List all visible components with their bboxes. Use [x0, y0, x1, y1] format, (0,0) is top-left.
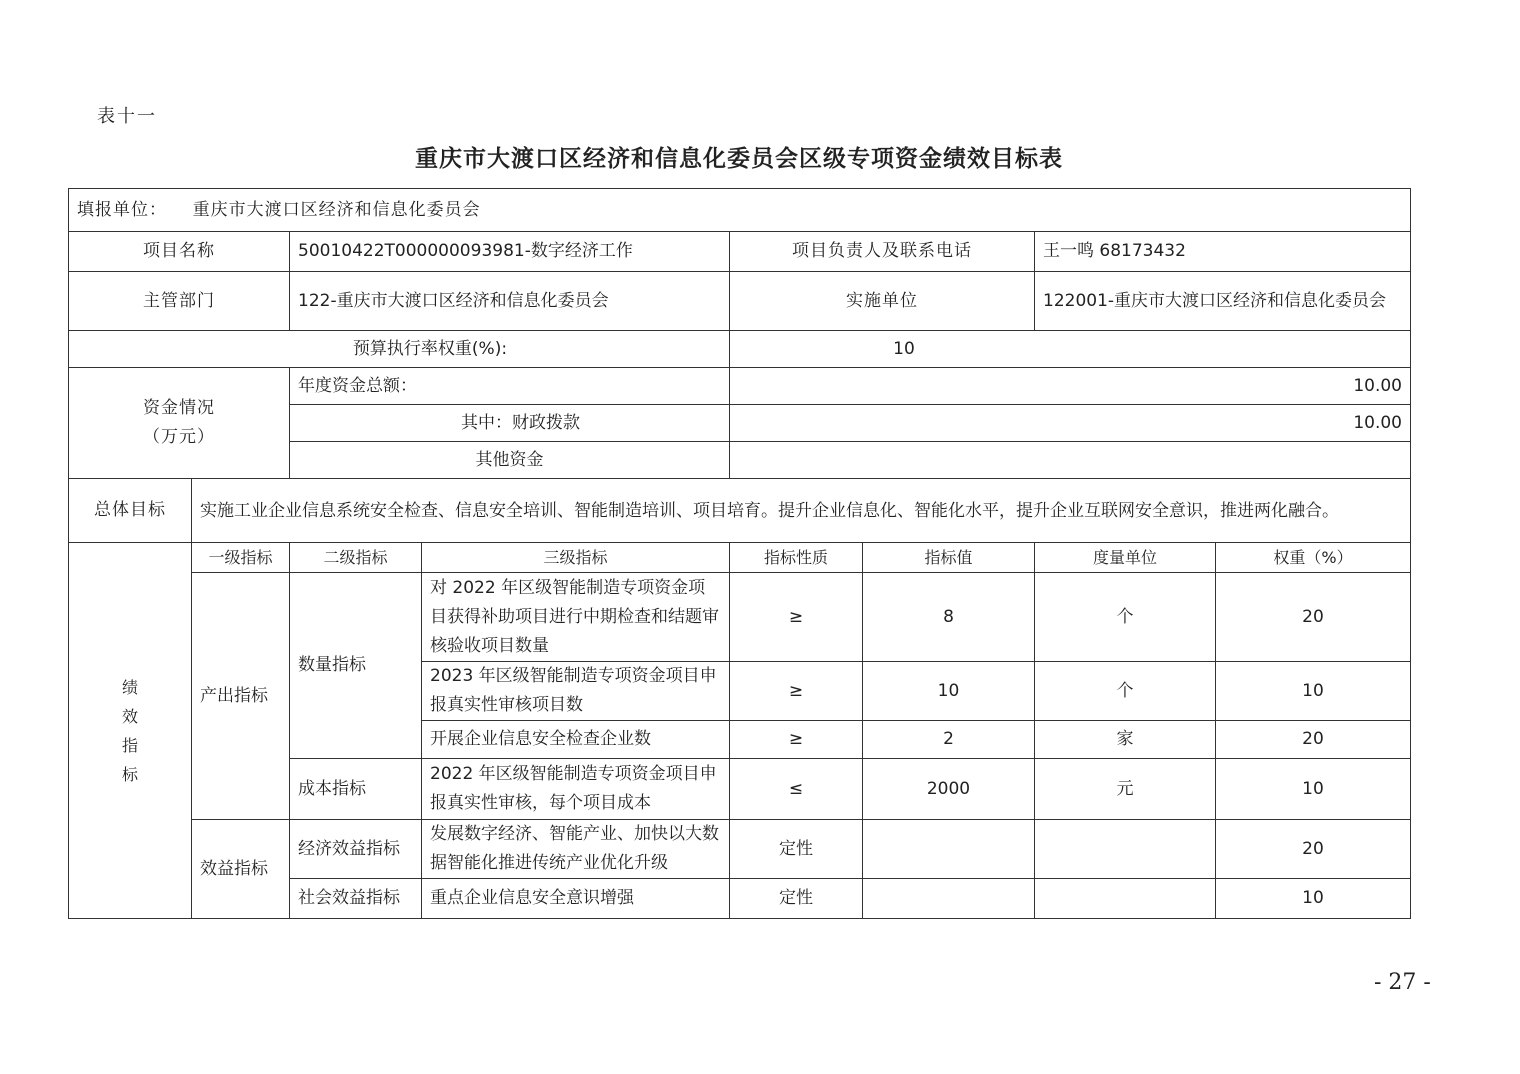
funds-total-value: 10.00: [730, 368, 1411, 405]
nature-cell: 定性: [730, 879, 863, 919]
project-leader-value: 王一鸣 68173432: [1035, 232, 1411, 272]
filing-label: 填报单位：: [77, 199, 167, 220]
unit-cell: 家: [1035, 721, 1216, 759]
unit-cell: [1035, 879, 1216, 919]
dept-label: 主管部门: [69, 272, 290, 331]
col-header-nature: 指标性质: [730, 543, 863, 573]
document-title: 重庆市大渡口区经济和信息化委员会区级专项资金绩效目标表: [415, 145, 1063, 172]
funds-total-label: 年度资金总额：: [290, 368, 730, 405]
level2-economic: 经济效益指标: [290, 820, 422, 879]
col-header-value: 指标值: [863, 543, 1035, 573]
filing-cell: [69, 189, 1411, 232]
value-cell: [863, 820, 1035, 879]
filing-value: 重庆市大渡口区经济和信息化委员会: [192, 199, 481, 220]
col-header-unit: 度量单位: [1035, 543, 1216, 573]
value-cell: 2: [863, 721, 1035, 759]
unit-cell: 个: [1035, 573, 1216, 662]
budget-label: 预算执行率权重(%):: [69, 331, 730, 368]
level2-social: 社会效益指标: [290, 879, 422, 919]
level1-output: 产出指标: [192, 573, 290, 820]
table-label: 表十一: [97, 106, 157, 127]
level3-text: 2022 年区级智能制造专项资金项目申报真实性审核，每个项目成本: [422, 759, 730, 820]
funds-fiscal-value: 10.00: [730, 405, 1411, 442]
perf-label-char: 绩: [121, 677, 138, 697]
value-cell: [863, 879, 1035, 919]
level2-cost: 成本指标: [290, 759, 422, 820]
page-number: - 27 -: [1374, 970, 1431, 995]
perf-label-char: 标: [121, 764, 138, 784]
weight-cell: 20: [1216, 573, 1411, 662]
funds-label-line2: （万元）: [143, 427, 215, 447]
nature-cell: ≥: [730, 662, 863, 721]
perf-label-char: 指: [121, 735, 138, 755]
unit-cell: [1035, 820, 1216, 879]
goal-row: [69, 479, 1411, 543]
impl-value: 122001-重庆市大渡口区经济和信息化委员会: [1035, 272, 1411, 331]
perf-header-row: [69, 543, 1411, 573]
nature-cell: ≥: [730, 721, 863, 759]
project-name-value: 50010422T000000093981-数字经济工作: [290, 232, 730, 272]
filing-row: [69, 189, 1411, 232]
impl-label: 实施单位: [730, 272, 1035, 331]
table-row: [69, 820, 1411, 879]
table-row: [69, 573, 1411, 662]
value-cell: 8: [863, 573, 1035, 662]
weight-cell: 20: [1216, 721, 1411, 759]
funds-fiscal-label: 其中：财政拨款: [290, 405, 730, 442]
weight-cell: 10: [1216, 662, 1411, 721]
performance-table: [68, 188, 1411, 919]
perf-label: [69, 543, 192, 919]
funds-total-row: [69, 368, 1411, 405]
weight-cell: 20: [1216, 820, 1411, 879]
level3-text: 2023 年区级智能制造专项资金项目申报真实性审核项目数: [422, 662, 730, 721]
value-cell: 10: [863, 662, 1035, 721]
weight-cell: 10: [1216, 879, 1411, 919]
level3-text: 开展企业信息安全检查企业数: [422, 721, 730, 759]
funds-label: [69, 368, 290, 479]
project-name-row: [69, 232, 1411, 272]
col-header-weight: 权重（%）: [1216, 543, 1411, 573]
unit-cell: 元: [1035, 759, 1216, 820]
value-cell: 2000: [863, 759, 1035, 820]
funds-other-label: 其他资金: [290, 442, 730, 479]
project-leader-label: 项目负责人及联系电话: [730, 232, 1035, 272]
level2-quantity: 数量指标: [290, 573, 422, 759]
dept-row: [69, 272, 1411, 331]
project-name-label: 项目名称: [69, 232, 290, 272]
funds-label-line1: 资金情况: [143, 398, 215, 418]
level3-text: 对 2022 年区级智能制造专项资金项目获得补助项目进行中期检查和结题审核验收项目数量: [422, 573, 730, 662]
nature-cell: ≥: [730, 573, 863, 662]
budget-value: 10: [730, 331, 1411, 368]
perf-label-char: 效: [121, 706, 138, 726]
funds-other-value: [730, 442, 1411, 479]
level3-text: 发展数字经济、智能产业、加快以大数据智能化推进传统产业优化升级: [422, 820, 730, 879]
weight-cell: 10: [1216, 759, 1411, 820]
nature-cell: ≤: [730, 759, 863, 820]
col-header-l2: 二级指标: [290, 543, 422, 573]
dept-value: 122-重庆市大渡口区经济和信息化委员会: [290, 272, 730, 331]
goal-label: 总体目标: [69, 479, 192, 543]
nature-cell: 定性: [730, 820, 863, 879]
unit-cell: 个: [1035, 662, 1216, 721]
budget-row: [69, 331, 1411, 368]
col-header-l3: 三级指标: [422, 543, 730, 573]
level3-text: 重点企业信息安全意识增强: [422, 879, 730, 919]
goal-text: 实施工业企业信息系统安全检查、信息安全培训、智能制造培训、项目培育。提升企业信息化、智能化水平，提升企业互联网安全意识，推进两化融合。: [192, 479, 1411, 543]
level1-benefit: 效益指标: [192, 820, 290, 919]
col-header-l1: 一级指标: [192, 543, 290, 573]
